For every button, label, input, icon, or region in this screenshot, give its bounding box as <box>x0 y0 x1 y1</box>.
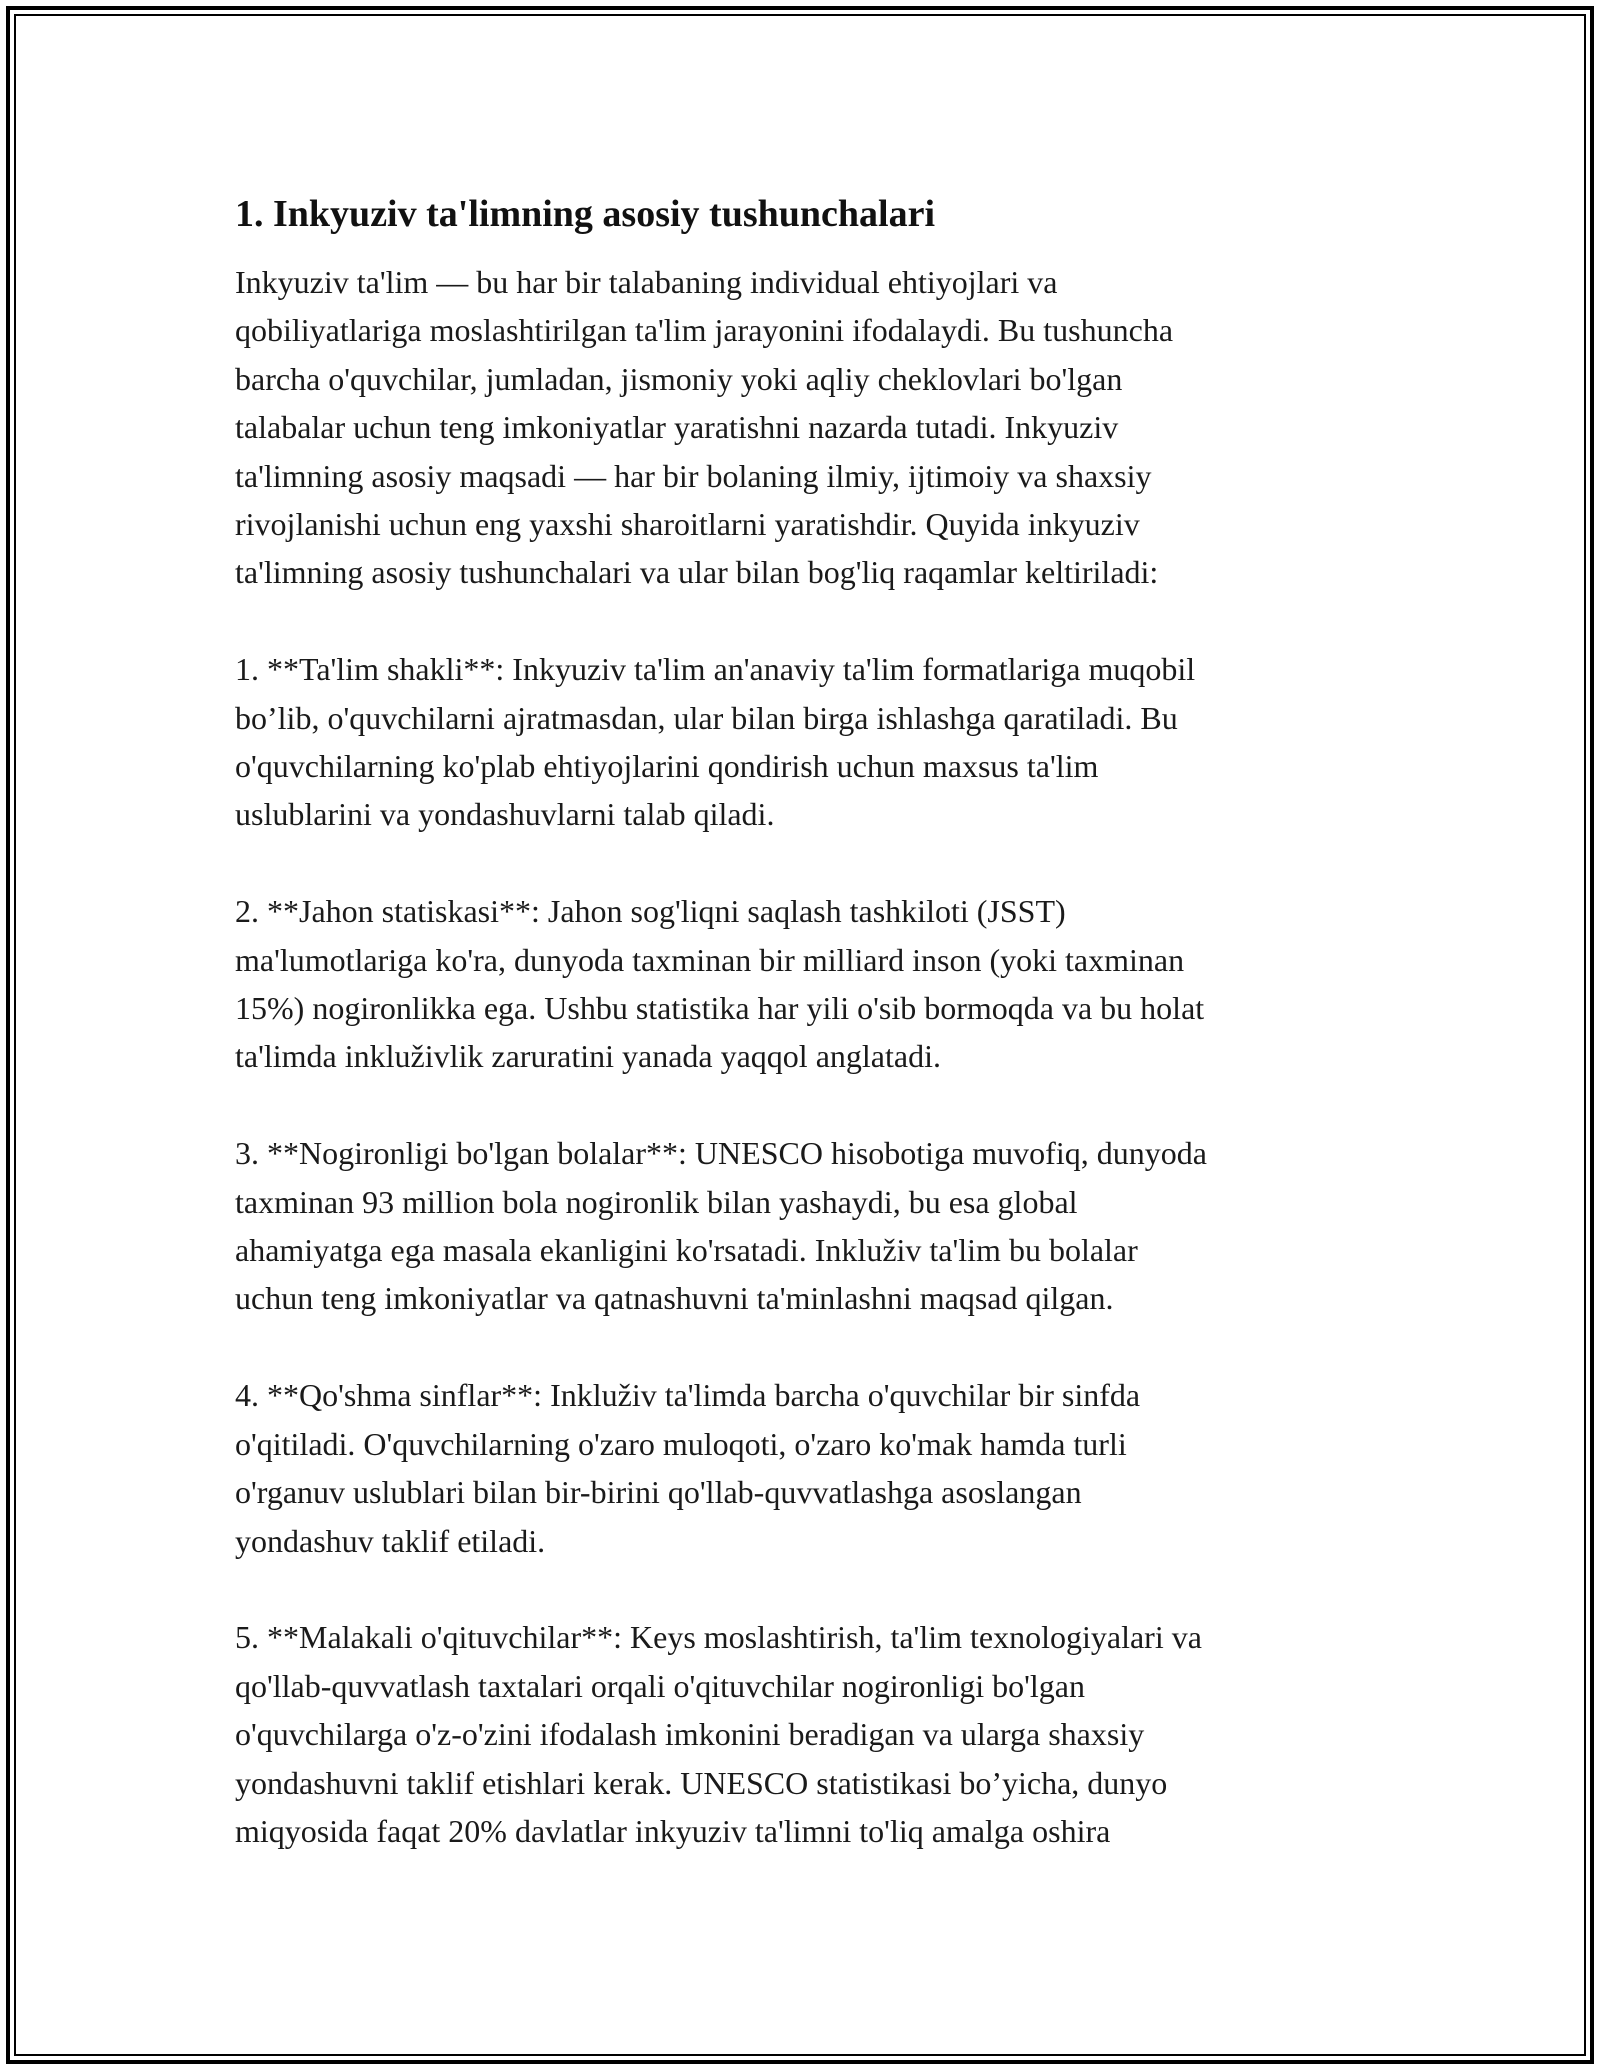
text-line: 15%) nogironlikka ega. Ushbu statistika har yili o'sib bormoqda va bu holat <box>235 990 1205 1027</box>
text-line: qo'llab-quvvatlash taxtalari orqali o'qituvchilar nogironligi bo'lgan <box>235 1667 1085 1704</box>
page-title: 1. Inkyuziv ta'limning asosiy tushunchalari <box>235 193 936 235</box>
text-line: ta'limning asosiy tushunchalari va ular bilan bog'liq raqamlar keltiriladi: <box>235 554 1159 591</box>
list-item-1 <box>235 645 1365 839</box>
text-line: taxminan 93 million bola nogironlik bilan yashaydi, bu esa global <box>235 1183 1078 1220</box>
text-line: ma'lumotlariga ko'ra, dunyoda taxminan bir milliard inson (yoki taxminan <box>235 941 1185 978</box>
list-item-2 <box>235 887 1365 1081</box>
paragraph-intro <box>235 258 1365 597</box>
text-line: Inkyuziv ta'lim — bu har bir talabaning individual ehtiyojlari va <box>235 264 1058 300</box>
list-item-3 <box>235 1129 1365 1323</box>
text-line: ta'limning asosiy maqsadi — har bir bolaning ilmiy, ijtimoiy va shaxsiy <box>235 457 1152 494</box>
text-line: talabalar uchun teng imkoniyatlar yaratishni nazarda tutadi. Inkyuziv <box>235 409 1119 446</box>
text-line: o'quvchilarning ko'plab ehtiyojlarini qondirish uchun maxsus ta'lim <box>235 748 1099 785</box>
text-line: yondashuvni taklif etishlari kerak. UNESCO statistikasi bo’yicha, dunyo <box>235 1764 1168 1801</box>
text-line: ta'limda inkluživlik zaruratini yanada yaqqol anglatadi. <box>235 1038 941 1075</box>
text-line: ahamiyatga ega masala ekanligini ko'rsatadi. Inkluživ ta'lim bu bolalar <box>235 1232 1138 1269</box>
text-line: qobiliyatlariga moslashtirilgan ta'lim jarayonini ifodalaydi. Bu tushuncha <box>235 312 1174 349</box>
text-line: 1. **Ta'lim shakli**: Inkyuziv ta'lim an'anaviy ta'lim formatlariga muqobil <box>235 651 1196 688</box>
document-body <box>235 188 1365 1904</box>
text-line: bo’lib, o'quvchilarni ajratmasdan, ular bilan birga ishlashga qaratiladi. Bu <box>235 699 1178 736</box>
text-line: 5. **Malakali o'qituvchilar**: Keys moslashtirish, ta'lim texnologiyalari va <box>235 1619 1202 1656</box>
list-item-4 <box>235 1371 1365 1565</box>
text-line: 4. **Qo'shma sinflar**: Inkluživ ta'limda barcha o'quvchilar bir sinfda <box>235 1377 1141 1414</box>
text-line: yondashuv taklif etiladi. <box>235 1522 546 1559</box>
text-line: rivojlanishi uchun eng yaxshi sharoitlarni yaratishdir. Quyida inkyuziv <box>235 506 1140 543</box>
text-line: 3. **Nogironligi bo'lgan bolalar**: UNESCO hisobotiga muvofiq, dunyoda <box>235 1135 1207 1172</box>
text-line: o'qitiladi. O'quvchilarning o'zaro muloqoti, o'zaro ko'mak hamda turli <box>235 1425 1127 1462</box>
text-line: barcha o'quvchilar, jumladan, jismoniy yoki aqliy cheklovlari bo'lgan <box>235 360 1123 397</box>
list-item-5 <box>235 1613 1365 1855</box>
text-line: o'quvchilarga o'z-o'zini ifodalash imkonini beradigan va ularga shaxsiy <box>235 1716 1145 1753</box>
text-line: uchun teng imkoniyatlar va qatnashuvni ta'minlashni maqsad qilgan. <box>235 1280 1114 1317</box>
text-line: miqyosida faqat 20% davlatlar inkyuziv ta'limni to'liq amalga oshira <box>235 1812 1111 1849</box>
text-line: 2. **Jahon statiskasi**: Jahon sog'liqni saqlash tashkiloti (JSST) <box>235 893 1066 930</box>
text-line: uslublarini va yondashuvlarni talab qiladi. <box>235 796 775 833</box>
text-line: o'rganuv uslublari bilan bir-birini qo'llab-quvvatlashga asoslangan <box>235 1474 1082 1511</box>
